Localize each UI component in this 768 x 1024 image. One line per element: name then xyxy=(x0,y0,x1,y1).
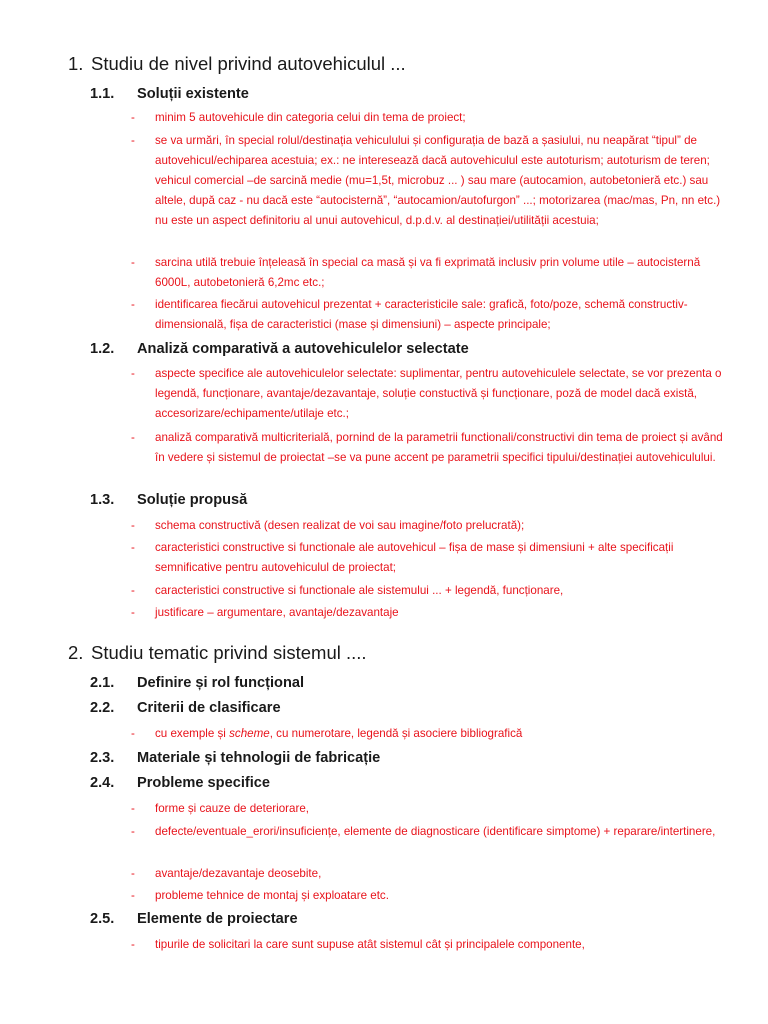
subsection-1-3-heading: 1.3. Soluție propusă xyxy=(90,492,248,508)
subsection-2-3-heading: 2.3. Materiale și tehnologii de fabricație xyxy=(90,750,381,766)
list-item: - minim 5 autovehicule din categoria celui din tema de proiect; xyxy=(131,111,466,124)
section-2-heading: 2. Studiu tematic privind sistemul .... xyxy=(68,642,367,663)
list-item: - avantaje/dezavantaje deosebite, xyxy=(131,867,322,880)
subsection-1-2-heading: 1.2. Analiză comparativă a autovehiculelor selectate xyxy=(90,341,469,357)
list-item: - justificare – argumentare, avantaje/dezavantaje xyxy=(131,606,399,619)
list-item: - forme și cauze de deteriorare, xyxy=(131,802,310,815)
subsection-2-1-heading: 2.1. Definire și rol funcțional xyxy=(90,675,305,691)
list-item: - identificarea fiecărui autovehicul prezentat + caracteristicile sale: grafică, foto/poze, schemă constructiv-dimensională, fișa de caracteristici (mase și dimensiuni) – aspecte principale; xyxy=(131,298,688,331)
list-item: - tipurile de solicitari la care sunt supuse atât sistemul cât și principalele componente, xyxy=(131,938,585,951)
list-item: - schema constructivă (desen realizat de voi sau imagine/foto prelucrată); xyxy=(131,519,525,532)
list-item: - caracteristici constructive si functionale ale autovehicul – fișa de mase și dimensiuni + alte specificații semnificative pentru autovehiculul de proiectat; xyxy=(131,541,674,574)
list-item: - caracteristici constructive si functionale ale sistemului ... + legendă, funcționare, xyxy=(131,584,564,597)
list-item: - analiză comparativă multicriterială, pornind de la parametrii functionali/constructivi din tema de proiect și având în vedere și sistemul de proiectat –se va pune accent pe parametrii specifici tipului/destinației autovehiculului. xyxy=(131,431,723,464)
subsection-2-2-heading: 2.2. Criterii de clasificare xyxy=(90,700,281,716)
subsection-1-1-heading: 1.1. Soluții existente xyxy=(90,86,249,102)
section-1-heading: 1. Studiu de nivel privind autovehiculul ... xyxy=(68,53,406,74)
list-item: - cu exemple și scheme, cu numerotare, legendă și asociere bibliografică xyxy=(131,727,523,740)
list-item: - se va urmări, în special rolul/destinația vehiculului și configurația de bază a șasiului, nu neapărat “tipul” de autovehicul/echiparea acestuia; ex.: ne interesează dacă autovehiculul este autoturism; autoturism de teren; vehicul comercial –de sarcină medie (mu=1,5t, microbuz ... ) sau mare (autocamion, autobetonieră etc.) sau altele, după caz - nu dacă este “autocisternă”, “autocamion/autofurgon” ...; motorizarea (mac/mas, Pn, nn etc.) nu este un aspect definitoriu al unui autovehicul, d.p.d.v. al destinației/utilității acestuia; xyxy=(131,134,721,227)
subsection-2-4-heading: 2.4. Probleme specifice xyxy=(90,775,271,791)
list-item: - defecte/eventuale_erori/insuficiențe, elemente de diagnosticare (identificare simptome) + reparare/intertinere, xyxy=(131,825,716,838)
subsection-2-5-heading: 2.5. Elemente de proiectare xyxy=(90,911,298,927)
list-item: - probleme tehnice de montaj și exploatare etc. xyxy=(131,889,389,902)
list-item: - aspecte specifice ale autovehiculelor selectate: suplimentar, pentru autovehiculele selectate, se vor prezenta o legendă, funcționare, avantaje/dezavantaje, soluție constuctivă și funcționare, poză de model dacă există, accesorizare/echipamente/utilaje etc.; xyxy=(131,367,722,420)
list-item: - sarcina utilă trebuie înțeleasă în special ca masă și va fi exprimată inclusiv prin volume utile – autocisternă 6000L, autobetonieră 6,2mc etc.; xyxy=(131,256,701,289)
